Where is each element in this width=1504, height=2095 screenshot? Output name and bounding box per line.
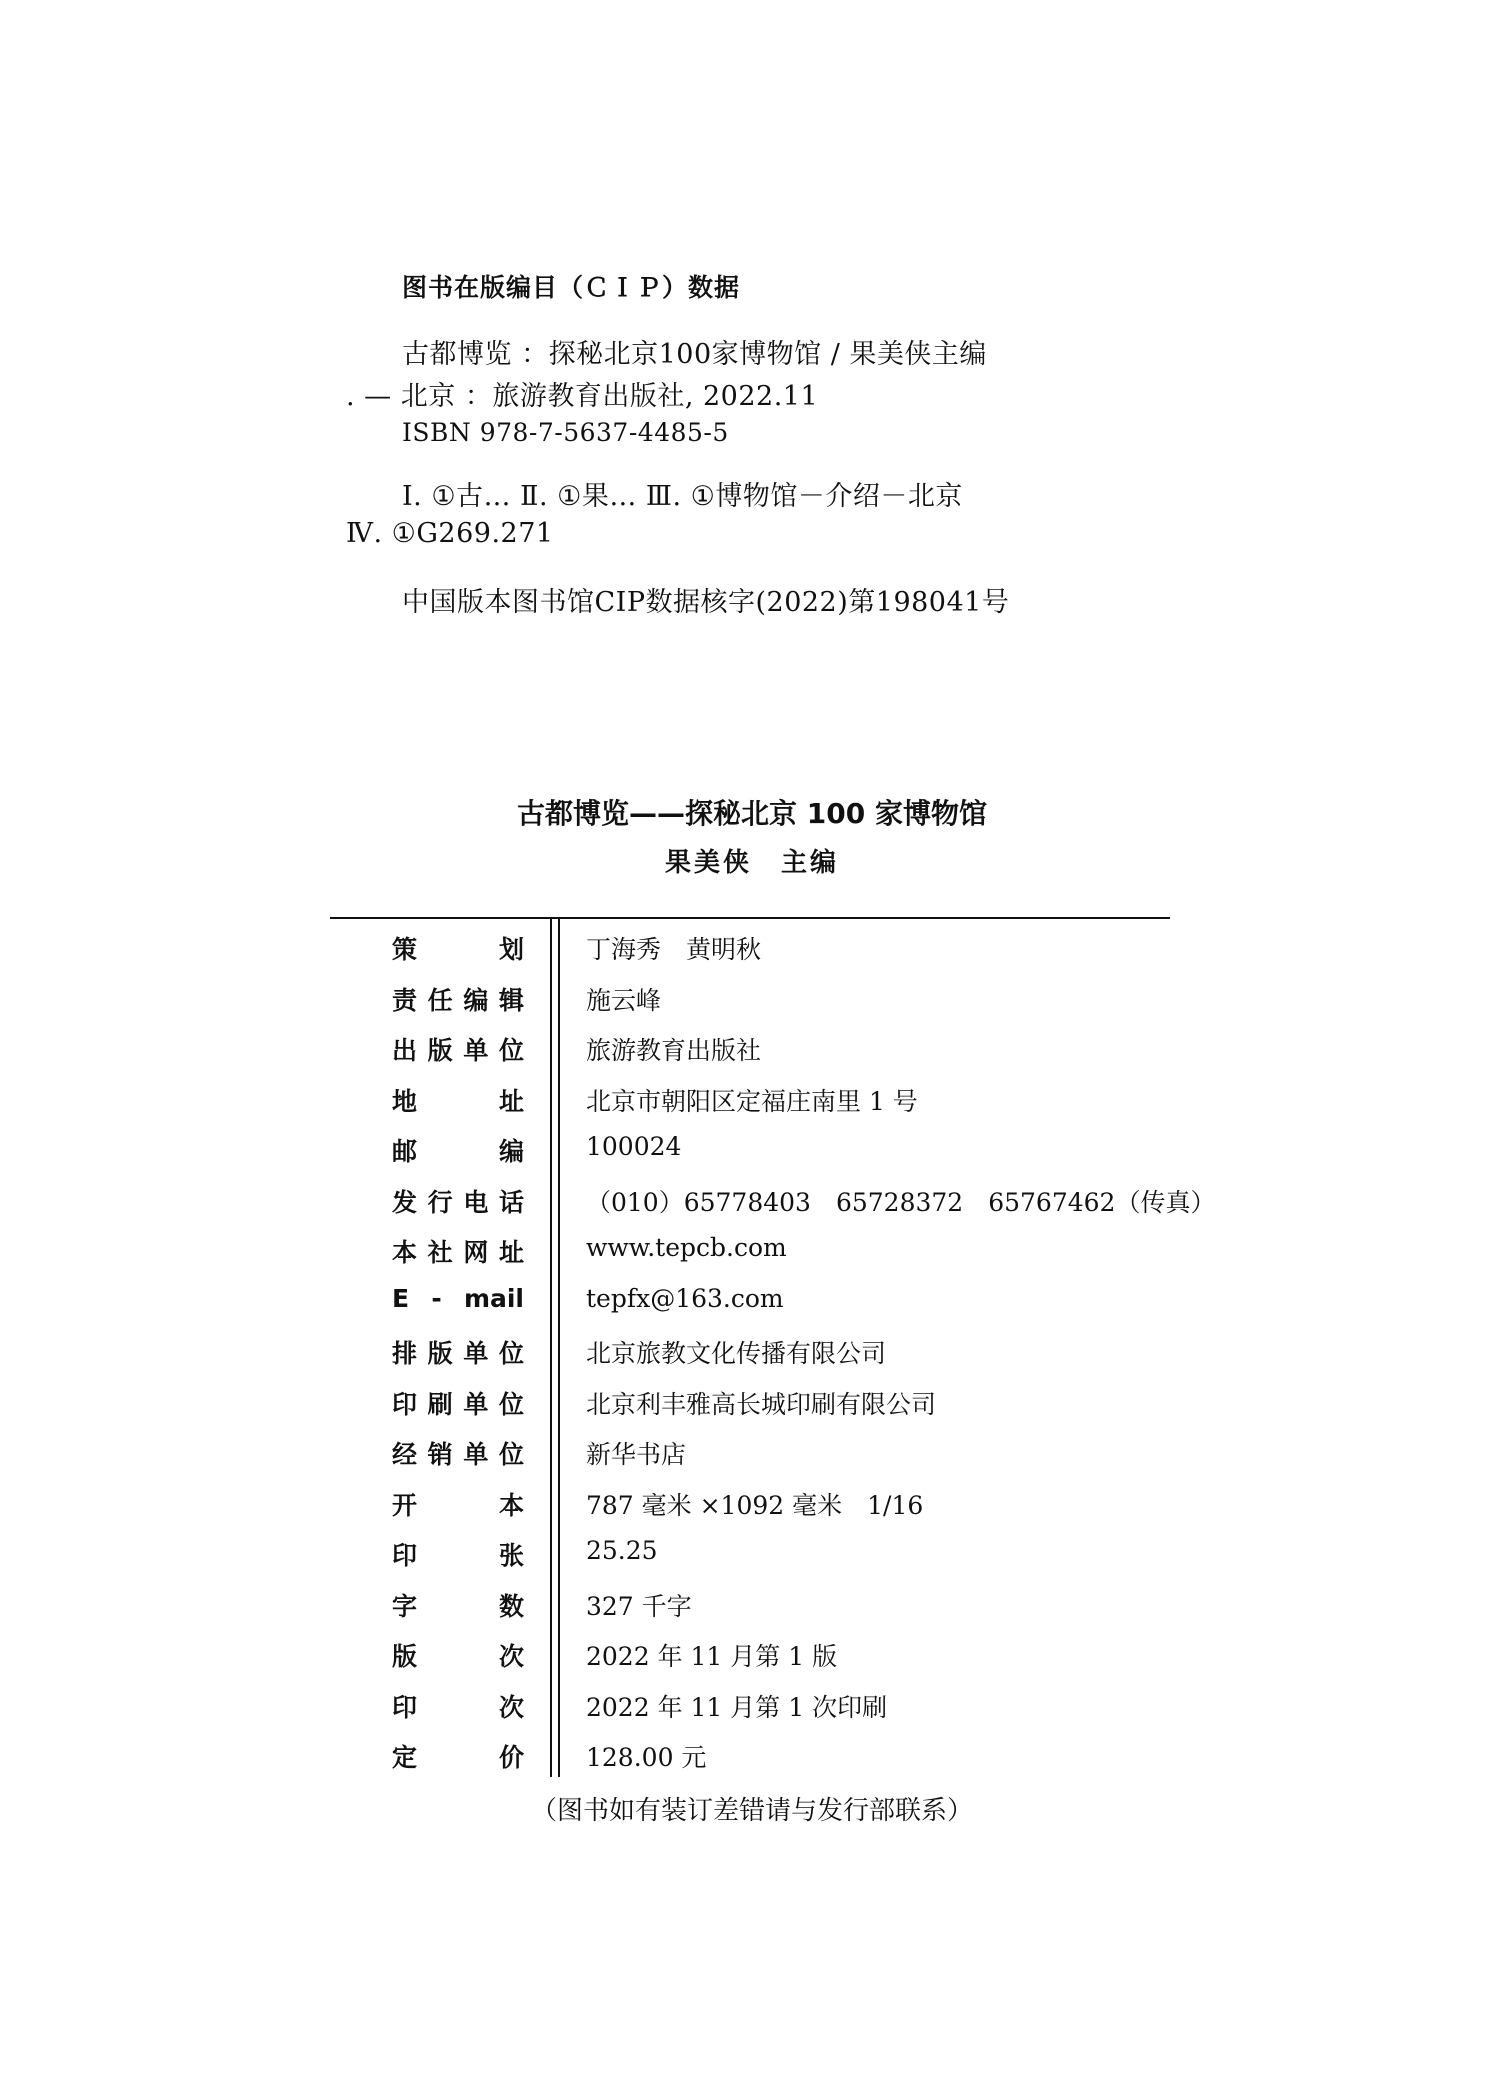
- cip-isbn-line: ISBN 978-7-5637-4485-5: [402, 418, 729, 447]
- colophon-value: 北京利丰雅高长城印刷有限公司: [586, 1389, 937, 1419]
- colophon-label: 印 次: [392, 1692, 524, 1722]
- colophon-row: [330, 1074, 1170, 1125]
- colophon-label: 开 本: [392, 1490, 524, 1520]
- colophon-row: [330, 1528, 1170, 1579]
- cip-title-line: 古都博览 ：探秘北京100家博物馆 / 果美侠主编: [402, 339, 987, 370]
- colophon-value: 2022 年 11 月第 1 次印刷: [586, 1692, 888, 1722]
- colophon-row: [330, 1124, 1170, 1175]
- colophon-value: 2022 年 11 月第 1 版: [586, 1642, 838, 1671]
- colophon-table: [330, 922, 1216, 1781]
- colophon-row: [330, 1377, 1170, 1428]
- colophon-label: 本社网址: [392, 1238, 524, 1267]
- colophon-value: 327 千字: [586, 1591, 692, 1621]
- colophon-label: 定 价: [392, 1743, 524, 1772]
- colophon-row: [330, 922, 1170, 973]
- colophon-label: 印 张: [392, 1541, 524, 1570]
- colophon-value: 北京市朝阳区定福庄南里 1 号: [586, 1086, 918, 1116]
- colophon-label: 排版单位: [392, 1339, 524, 1368]
- cip-class-number-line: Ⅳ. ①G269.271: [346, 518, 554, 549]
- colophon-label: E - mail: [392, 1283, 524, 1313]
- book-title: 古都博览——探秘北京 100 家博物馆: [517, 797, 987, 830]
- colophon-row: [330, 1680, 1170, 1731]
- colophon-row: [330, 1175, 1216, 1226]
- colophon-label: 出版单位: [392, 1036, 524, 1065]
- colophon-top-rule: [330, 917, 1170, 919]
- colophon-value: 丁海秀 黄明秋: [586, 935, 762, 964]
- colophon-label: 邮 编: [392, 1137, 524, 1166]
- colophon-label: 责任编辑: [392, 985, 524, 1015]
- colophon-row: [330, 1225, 1170, 1276]
- colophon-row: [330, 973, 1170, 1024]
- colophon-value: 北京旅教文化传播有限公司: [586, 1339, 887, 1368]
- colophon-label: 经销单位: [392, 1440, 524, 1469]
- colophon-value: tepfx@163.com: [586, 1283, 784, 1313]
- colophon-label: 发行电话: [392, 1187, 524, 1217]
- colophon-label: 印刷单位: [392, 1389, 524, 1419]
- colophon-value: 施云峰: [586, 985, 662, 1015]
- colophon-value: 25.25: [586, 1536, 658, 1565]
- cip-publisher-line: . — 北京 ：旅游教育出版社, 2022.11: [346, 381, 819, 412]
- colophon-label: 字 数: [392, 1591, 524, 1621]
- colophon-value: 128.00 元: [586, 1743, 707, 1772]
- colophon-value: 旅游教育出版社: [586, 1036, 762, 1065]
- colophon-value: 787 毫米 ×1092 毫米 1/16: [586, 1490, 924, 1520]
- colophon-value: 新华书店: [586, 1440, 687, 1469]
- colophon-row: [330, 1326, 1170, 1377]
- cip-heading: 图书在版编目（ＣＩＰ）数据: [402, 273, 741, 302]
- cip-classification-line: Ⅰ. ①古… Ⅱ. ①果… Ⅲ. ①博物馆－介绍－北京: [402, 481, 963, 512]
- colophon-row: [330, 1276, 1170, 1327]
- colophon-row: [330, 1629, 1170, 1680]
- binding-error-note: （图书如有装订差错请与发行部联系）: [530, 1796, 973, 1826]
- colophon-value: www.tepcb.com: [586, 1233, 787, 1262]
- colophon-row: [330, 1427, 1170, 1478]
- colophon-label: 地 址: [392, 1086, 524, 1116]
- colophon-label: 策 划: [392, 935, 524, 964]
- colophon-row: [330, 1023, 1170, 1074]
- colophon-value: 100024: [586, 1132, 682, 1161]
- colophon-row: [330, 1579, 1170, 1630]
- colophon-row: [330, 1478, 1170, 1529]
- cip-record-number-line: 中国版本图书馆CIP数据核字(2022)第198041号: [402, 587, 1010, 618]
- colophon-row: [330, 1730, 1170, 1781]
- colophon-label: 版 次: [392, 1642, 524, 1671]
- book-editor: 果美侠 主编: [664, 848, 839, 878]
- colophon-value: （010）65778403 65728372 65767462（传真）: [586, 1187, 1216, 1217]
